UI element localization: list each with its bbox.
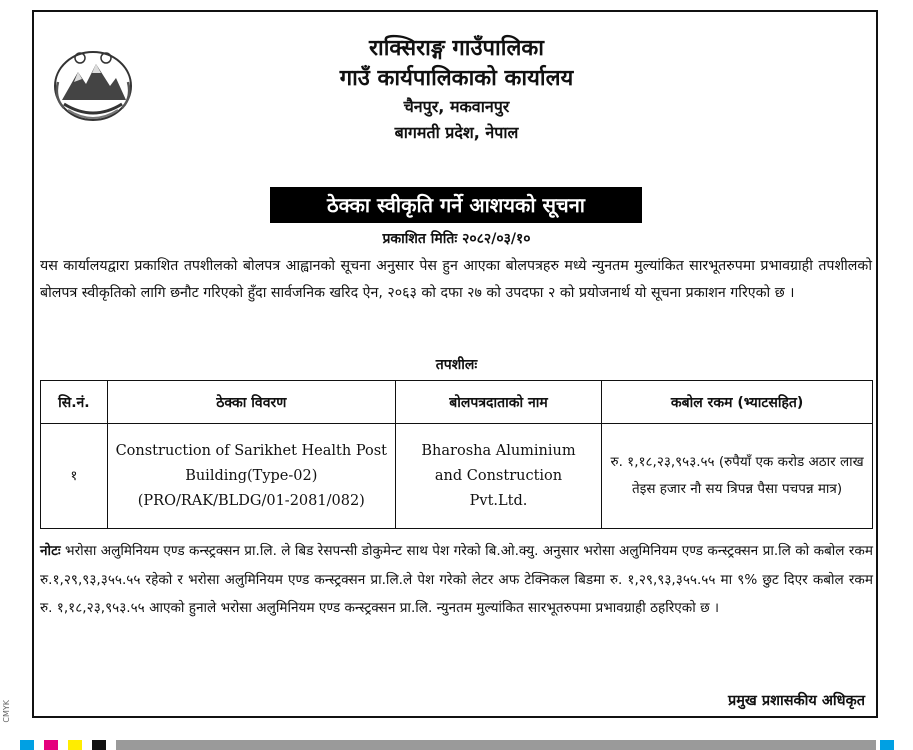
note-label: नोटः bbox=[40, 543, 61, 559]
details-heading: तपशीलः bbox=[435, 357, 478, 373]
table-row bbox=[41, 424, 873, 529]
notice-title: ठेक्का स्वीकृति गर्ने आशयको सूचना bbox=[270, 187, 642, 223]
yellow-swatch bbox=[68, 740, 82, 750]
color-registration-bar bbox=[0, 740, 913, 750]
column-header-amount: कबोल रकम (भ्याटसहित) bbox=[602, 381, 873, 424]
column-header-bidder: बोलपत्रदाताको नाम bbox=[395, 381, 601, 424]
cell-sn: १ bbox=[41, 424, 108, 529]
office-location: चैनपुर, मकवानपुर bbox=[403, 97, 510, 116]
published-date: प्रकाशित मितिः २०८२/०३/१० bbox=[382, 231, 531, 247]
column-header-description: ठेक्का विवरण bbox=[107, 381, 395, 424]
office-province: बागमती प्रदेश, नेपाल bbox=[394, 123, 519, 142]
magenta-swatch bbox=[44, 740, 58, 750]
black-swatch bbox=[92, 740, 106, 750]
cell-description: Construction of Sarikhet Health Post Building(Type-02) (PRO/RAK/BLDG/01-2081/082) bbox=[107, 424, 395, 529]
intro-paragraph: यस कार्यालयद्वारा प्रकाशित तपशीलको बोलपत्र आह्वानको सूचना अनुसार पेस हुन आएका बोलपत्रहरु मध्ये न्युनतम मुल्यांकित सारभूतरुपमा प्रभावग्राही तपशीलको बोलपत्र स्वीकृतिको लागि छनौट गरिएको हुँदा सार्वजनिक खरिद ऐन, २०६३ को दफा २७ को उपदफा २ को प्रयोजनार्थ यो सूचना प्रकाशन गरिएको छ । bbox=[40, 258, 872, 301]
table-header-row bbox=[41, 381, 873, 424]
cmyk-label: CMYK bbox=[2, 700, 11, 723]
municipality-name: राक्सिराङ्ग गाउँपालिका bbox=[369, 36, 544, 61]
column-header-sn: सि.नं. bbox=[41, 381, 108, 424]
signatory-title: प्रमुख प्रशासकीय अधिकृत bbox=[728, 693, 865, 709]
note-text: भरोसा अलुमिनियम एण्ड कन्स्ट्रक्सन प्रा.लि. ले बिड रेसपन्सी डोकुमेन्ट साथ पेश गरेको बि.ओ.क्यु. अनुसार भरोसा अलुमिनियम एण्ड कन्स्ट्रक्सन प्रा.लि को कबोल रकम रु.१,२९,९३,३५५.५५ रहेको र भरोसा अलुमिनियम एण्ड कन्स्ट्रक्सन प्रा.लि.ले पेश गरेको लेटर अफ टेक्निकल बिडमा रु. १,२९,९३,३५५.५५ मा ९% छुट दिएर कबोल रकम रु. १,१८,२३,९५३.५५ आएको हुनाले भरोसा अलुमिनियम एण्ड कन्स्ट्रक्सन प्रा.लि. न्युनतम मुल्यांकित सारभूतरुपमा प्रभावग्राही ठहरिएको छ । bbox=[40, 543, 873, 616]
gray-strip bbox=[116, 740, 876, 750]
cyan-swatch bbox=[20, 740, 34, 750]
office-name: गाउँ कार्यपालिकाको कार्यालय bbox=[339, 66, 574, 91]
note-paragraph bbox=[40, 537, 873, 623]
cell-bidder: Bharosha Aluminium and Construction Pvt.Ltd. bbox=[395, 424, 601, 529]
cyan-swatch-right bbox=[880, 740, 894, 750]
cell-amount: रु. १,१८,२३,९५३.५५ (रुपैयाँ एक करोड अठार लाख तेइस हजार नौ सय त्रिपन्न पैसा पचपन्न मात्र) bbox=[602, 424, 873, 529]
bid-table bbox=[40, 380, 873, 529]
notice-header bbox=[0, 34, 913, 146]
